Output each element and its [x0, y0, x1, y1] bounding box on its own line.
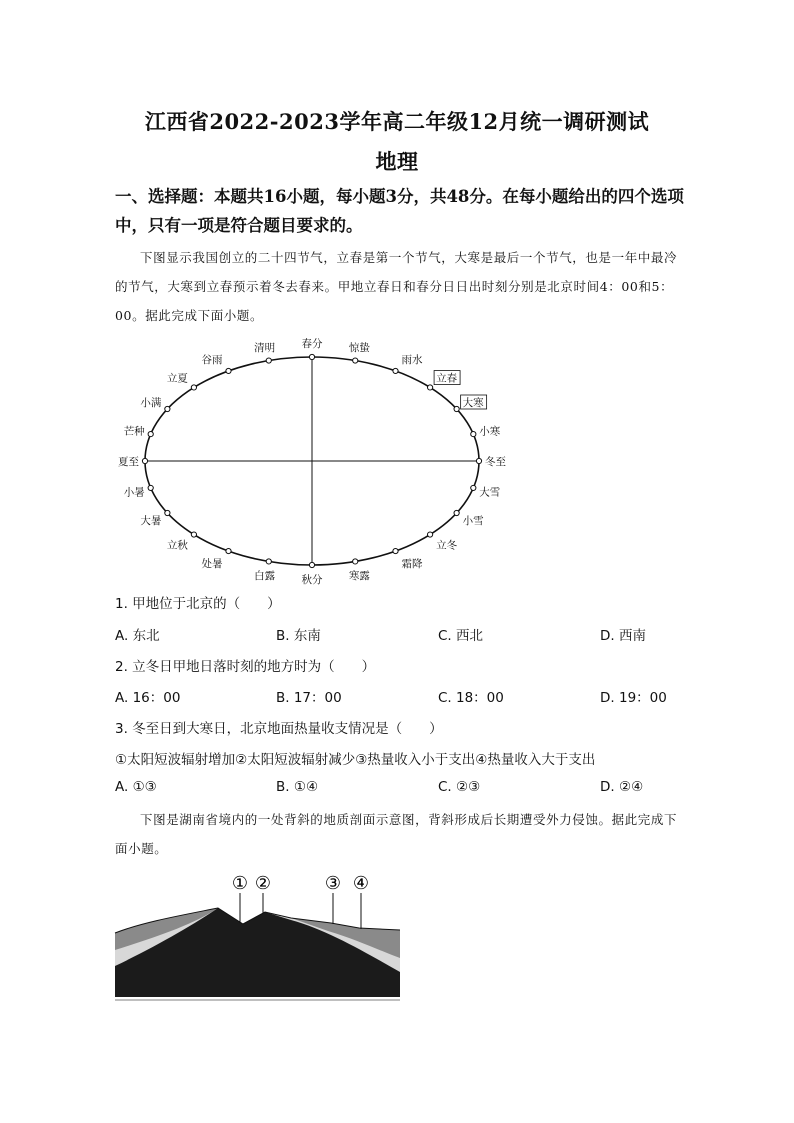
- question-3-option-d[interactable]: D. ②④: [600, 779, 644, 795]
- solar-term-marker: [226, 368, 231, 373]
- solar-term-label: 处暑: [201, 558, 223, 571]
- solar-term-marker: [309, 562, 314, 567]
- solar-term-label: 惊蛰: [348, 342, 370, 355]
- solar-term-marker: [427, 532, 432, 537]
- question-1-option-a[interactable]: A. 东北: [115, 628, 160, 644]
- solar-term-marker: [165, 406, 170, 411]
- solar-term-label: 小雪: [462, 515, 484, 527]
- solar-term-label: 立冬: [436, 539, 458, 552]
- question-2-stem: 2. 立冬日甲地日落时刻的地方时为（ ）: [115, 659, 376, 675]
- solar-terms-orbit-figure: [108, 334, 508, 586]
- question-2-option-a[interactable]: A. 16：00: [115, 690, 181, 706]
- subject-title: 地理: [375, 149, 419, 174]
- solar-term-label: 小寒: [479, 425, 501, 438]
- solar-term-label: 白露: [254, 569, 276, 582]
- solar-term-label: 小满: [140, 397, 162, 409]
- solar-term-label: 霜降: [401, 558, 423, 571]
- solar-term-marker: [148, 431, 153, 436]
- solar-term-marker: [148, 485, 153, 490]
- passage-2: 下图是湖南省境内的一处背斜的地质剖面示意图，背斜形成后长期遭受外力侵蚀。据此完成下面小题。: [115, 812, 678, 856]
- solar-term-label: 雨水: [401, 353, 423, 366]
- solar-term-label: 立秋: [166, 539, 188, 552]
- question-1-option-d[interactable]: D. 西南: [600, 628, 646, 644]
- solar-term-label: 谷雨: [201, 353, 223, 366]
- question-3-stem: 3. 冬至日到大寒日，北京地面热量收支情况是（ ）: [115, 721, 443, 737]
- solar-term-marker: [471, 485, 476, 490]
- solar-term-marker: [309, 354, 314, 359]
- solar-term-label: 冬至: [485, 456, 506, 468]
- question-1-option-c[interactable]: C. 西北: [438, 628, 484, 644]
- anticline-label-1: ①: [231, 873, 249, 894]
- solar-term-label: 寒露: [348, 569, 370, 582]
- question-3-option-a[interactable]: A. ①③: [115, 779, 157, 795]
- question-3-option-b[interactable]: B. ①④: [276, 779, 319, 795]
- solar-term-marker: [393, 368, 398, 373]
- solar-term-label: 春分: [301, 338, 323, 350]
- question-3-statements: ①太阳短波辐射增加②太阳短波辐射减少③热量收入小于支出④热量收入大于支出: [115, 752, 596, 768]
- solar-term-marker: [165, 510, 170, 515]
- solar-term-marker: [353, 358, 358, 363]
- question-2-option-b[interactable]: B. 17：00: [276, 690, 342, 706]
- solar-term-label: 大暑: [140, 515, 162, 527]
- solar-term-label: 清明: [254, 342, 276, 355]
- solar-term-marker: [266, 559, 271, 564]
- solar-term-marker: [427, 385, 432, 390]
- solar-term-marker: [476, 458, 481, 463]
- solar-term-label: 立春: [436, 372, 458, 385]
- solar-term-label: 夏至: [118, 456, 139, 468]
- question-1-stem: 1. 甲地位于北京的（ ）: [115, 596, 281, 612]
- solar-term-marker: [191, 532, 196, 537]
- section-heading: 一、选择题：本题共16小题，每小题3分，共48分。在每小题给出的四个选项中，只有一项是符合题目要求的。: [115, 187, 684, 235]
- solar-term-label: 大寒: [462, 397, 484, 409]
- solar-term-marker: [471, 431, 476, 436]
- anticline-cross-section-figure: [113, 868, 403, 1008]
- question-2-option-d[interactable]: D. 19：00: [600, 690, 667, 706]
- solar-term-marker: [393, 548, 398, 553]
- solar-term-marker: [454, 510, 459, 515]
- solar-term-label: 芒种: [123, 425, 145, 438]
- solar-term-marker: [191, 385, 196, 390]
- anticline-label-2: ②: [254, 873, 272, 894]
- anticline-label-3: ③: [324, 873, 342, 894]
- question-2-option-c[interactable]: C. 18：00: [438, 690, 504, 706]
- question-3-option-c[interactable]: C. ②③: [438, 779, 481, 795]
- solar-term-label: 大雪: [479, 486, 501, 499]
- solar-term-marker: [142, 458, 147, 463]
- solar-term-marker: [226, 548, 231, 553]
- solar-term-label: 小暑: [123, 486, 145, 499]
- solar-term-marker: [353, 559, 358, 564]
- solar-term-label: 秋分: [301, 574, 323, 586]
- question-1-option-b[interactable]: B. 东南: [276, 628, 321, 644]
- page-title: 江西省2022-2023学年高二年级12月统一调研测试: [144, 109, 650, 134]
- solar-term-marker: [454, 406, 459, 411]
- solar-term-label: 立夏: [166, 372, 188, 385]
- solar-term-marker: [266, 358, 271, 363]
- anticline-label-4: ④: [352, 873, 370, 894]
- passage-1: 下图显示我国创立的二十四节气，立春是第一个节气，大寒是最后一个节气，也是一年中最冷的节气，大寒到立春预示着冬去春来。甲地立春日和春分日日出时刻分别是北京时间4：00和5：00。据此完成下面小题。: [115, 250, 678, 323]
